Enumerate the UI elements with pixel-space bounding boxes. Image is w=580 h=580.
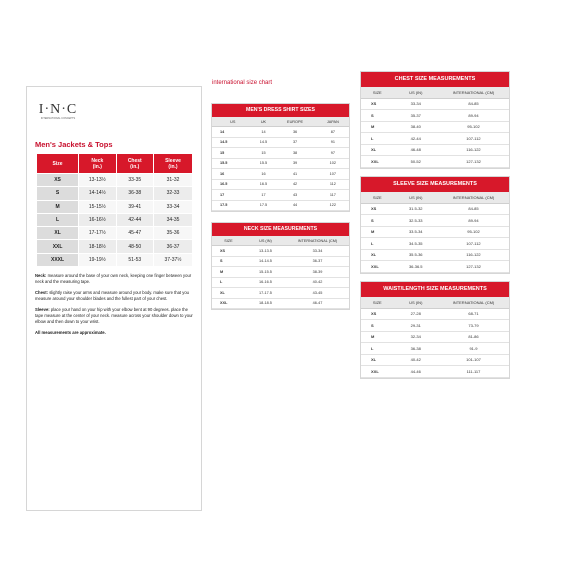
size-cell: M (361, 226, 394, 238)
dress-shirt-table (212, 117, 349, 211)
us-cell: 15 (212, 148, 254, 159)
neck-cell: 15-15½ (79, 200, 116, 213)
chest-cell: 51-53 (116, 253, 153, 266)
us-cell: 38-40 (394, 121, 438, 133)
us-cell: 17-17.5 (245, 288, 286, 299)
table-row (361, 144, 509, 156)
sleeve-size-title: SLEEVE SIZE MEASUREMENTS (361, 177, 509, 192)
us-cell: 18-18.5 (245, 298, 286, 309)
size-cell: XL (37, 227, 79, 240)
table-row (212, 169, 349, 180)
table-row (37, 187, 193, 200)
table-row (212, 277, 349, 288)
inc-logo (37, 102, 79, 121)
size-cell: XS (361, 203, 394, 215)
table-row (37, 174, 193, 187)
neck-cell: 14-14½ (79, 187, 116, 200)
note-text: slightly raise your arms and measure around your body. make sure that you measure around your shoulder blades and the fullest part of your chest. (35, 290, 190, 301)
neck-size-title: NECK SIZE MEASUREMENTS (212, 223, 349, 236)
size-cell: XXXL (37, 253, 79, 266)
table-row (212, 127, 349, 138)
chest-size-table (361, 87, 509, 168)
us-cell: 27-28 (394, 308, 438, 320)
us-cell: 16.5 (212, 179, 254, 190)
us-cell: 16-16.5 (245, 277, 286, 288)
uk-cell: 16.5 (254, 179, 274, 190)
table-row (361, 226, 509, 238)
size-cell: M (212, 267, 245, 278)
waist-length-table (361, 297, 509, 378)
table-row (212, 200, 349, 211)
international-cell: 36-37 (286, 256, 349, 267)
sleeve-cell: 32-33 (153, 187, 192, 200)
uk-cell: 15 (254, 148, 274, 159)
europe-cell: 42 (273, 179, 316, 190)
size-cell: L (361, 133, 394, 145)
sleeve-size-block (360, 176, 510, 274)
header-size: SIZE (361, 297, 394, 308)
us-cell: 36-36.5 (394, 261, 438, 273)
header-size: Size (37, 154, 79, 174)
us-cell: 13-13.5 (245, 246, 286, 257)
international-cell: 101-107 (438, 354, 509, 366)
uk-cell: 17.5 (254, 200, 274, 211)
us-cell: 40-42 (394, 354, 438, 366)
size-cell: L (361, 343, 394, 355)
table-row (361, 331, 509, 343)
europe-cell: 44 (273, 200, 316, 211)
japan-cell: 107 (317, 169, 349, 180)
table-row (37, 253, 193, 266)
us-cell: 14.5 (212, 137, 254, 148)
table-row (361, 249, 509, 261)
sleeve-size-table (361, 192, 509, 273)
header-us-in: US (IN) (245, 236, 286, 246)
europe-cell: 37 (273, 137, 316, 148)
size-cell: XXL (361, 156, 394, 168)
neck-cell: 13-13½ (79, 174, 116, 187)
international-cell: 89-94 (438, 215, 509, 227)
chest-size-title: CHEST SIZE MEASUREMENTS (361, 72, 509, 87)
header-europe: EUROPE (273, 117, 316, 127)
size-cell: M (361, 331, 394, 343)
us-cell: 15.5 (212, 158, 254, 169)
table-header-row (361, 297, 509, 308)
table-row (37, 240, 193, 253)
table-row (37, 227, 193, 240)
table-header-row (361, 87, 509, 98)
international-cell: 91-9 (438, 343, 509, 355)
international-cell: 81-86 (438, 331, 509, 343)
header-sleeve: Sleeve (in.) (153, 154, 192, 174)
chest-cell: 48-50 (116, 240, 153, 253)
jackets-tops-title: Men's Jackets & Tops (35, 140, 113, 149)
uk-cell: 15.5 (254, 158, 274, 169)
chest-cell: 33-35 (116, 174, 153, 187)
size-cell: S (361, 110, 394, 122)
europe-cell: 43 (273, 190, 316, 201)
sleeve-cell: 34-35 (153, 213, 192, 226)
size-cell: XXL (37, 240, 79, 253)
dress-shirt-title: MEN'S DRESS SHIRT SIZES (212, 104, 349, 117)
size-cell: S (212, 256, 245, 267)
us-cell: 50-52 (394, 156, 438, 168)
international-cell: 68-71 (438, 308, 509, 320)
size-cell: XL (361, 144, 394, 156)
waist-length-title: WAIST/LENGTH SIZE MEASUREMENTS (361, 282, 509, 297)
chest-note (35, 290, 197, 302)
uk-cell: 14 (254, 127, 274, 138)
international-cell: 107-112 (438, 238, 509, 250)
international-size-chart-title: international size chart (212, 80, 273, 86)
neck-size-block (211, 222, 350, 310)
measurement-notes (35, 273, 197, 341)
uk-cell: 14.5 (254, 137, 274, 148)
table-row (212, 256, 349, 267)
size-cell: XL (361, 249, 394, 261)
header-international-cm: INTERNATIONAL (CM) (286, 236, 349, 246)
international-cell: 40-42 (286, 277, 349, 288)
japan-cell: 102 (317, 158, 349, 169)
table-row (361, 366, 509, 378)
europe-cell: 41 (273, 169, 316, 180)
size-cell: XS (37, 174, 79, 187)
table-row (361, 354, 509, 366)
neck-cell: 19-19½ (79, 253, 116, 266)
us-cell: 46-48 (394, 144, 438, 156)
us-cell: 32-34 (394, 331, 438, 343)
table-header-row (361, 192, 509, 203)
table-row (212, 179, 349, 190)
dress-shirt-block (211, 103, 350, 212)
table-row (212, 288, 349, 299)
table-row (212, 267, 349, 278)
table-row (212, 158, 349, 169)
size-cell: XXL (361, 261, 394, 273)
table-header-row (37, 154, 193, 174)
sleeve-cell: 33-34 (153, 200, 192, 213)
japan-cell: 112 (317, 179, 349, 190)
table-row (212, 190, 349, 201)
us-cell: 29-31 (394, 320, 438, 332)
header-international-cm: INTERNATIONAL (CM) (438, 192, 509, 203)
table-row (361, 156, 509, 168)
header-size: SIZE (212, 236, 245, 246)
sleeve-cell: 37-37½ (153, 253, 192, 266)
international-cell: 127-132 (438, 156, 509, 168)
header-us: US (212, 117, 254, 127)
international-cell: 46-47 (286, 298, 349, 309)
size-cell: M (37, 200, 79, 213)
size-cell: L (212, 277, 245, 288)
japan-cell: 91 (317, 137, 349, 148)
sleeve-cell: 36-37 (153, 240, 192, 253)
us-cell: 35-37 (394, 110, 438, 122)
table-row (361, 320, 509, 332)
size-cell: S (37, 187, 79, 200)
europe-cell: 36 (273, 127, 316, 138)
note-label: Chest: (35, 290, 49, 295)
logo-subtext: INTERNATIONAL CONCEPTS (40, 117, 76, 120)
size-cell: XL (361, 354, 394, 366)
header-chest: Chest (in.) (116, 154, 153, 174)
table-row (212, 298, 349, 309)
table-row (361, 238, 509, 250)
us-cell: 34.5-35 (394, 238, 438, 250)
logo-mark: I·N·C (38, 102, 78, 117)
chest-size-block (360, 71, 510, 169)
chest-cell: 45-47 (116, 227, 153, 240)
header-japan: JAPAN (317, 117, 349, 127)
sleeve-cell: 31-32 (153, 174, 192, 187)
size-cell: XS (212, 246, 245, 257)
approximate-note: All measurements are approximate. (35, 330, 106, 335)
us-cell: 35.5-36 (394, 249, 438, 261)
header-us-in: US (IN) (394, 87, 438, 98)
international-cell: 116-122 (438, 144, 509, 156)
header-us-in: US (IN) (394, 297, 438, 308)
japan-cell: 117 (317, 190, 349, 201)
table-row (37, 213, 193, 226)
japan-cell: 122 (317, 200, 349, 211)
us-cell: 14 (212, 127, 254, 138)
neck-cell: 18-18½ (79, 240, 116, 253)
japan-cell: 87 (317, 127, 349, 138)
us-cell: 31.5-32 (394, 203, 438, 215)
size-cell: M (361, 121, 394, 133)
table-row (361, 133, 509, 145)
table-header-row (212, 117, 349, 127)
international-cell: 84-85 (438, 98, 509, 110)
table-row (361, 343, 509, 355)
us-cell: 33-34 (394, 98, 438, 110)
table-row (361, 98, 509, 110)
neck-size-table (212, 236, 349, 309)
us-cell: 16 (212, 169, 254, 180)
international-cell: 89-94 (438, 110, 509, 122)
table-row (361, 308, 509, 320)
japan-cell: 97 (317, 148, 349, 159)
table-row (212, 246, 349, 257)
us-cell: 44-46 (394, 366, 438, 378)
chest-cell: 36-38 (116, 187, 153, 200)
table-row (361, 215, 509, 227)
international-cell: 95-102 (438, 121, 509, 133)
waist-length-block (360, 281, 510, 379)
europe-cell: 39 (273, 158, 316, 169)
europe-cell: 38 (273, 148, 316, 159)
jackets-tops-panel (26, 86, 202, 511)
note-text: place your hand on your hip with your elbow bent at 90 degrees. place the tape measure at the center of your neck. measure across your shoulder down to your elbow and then down to your wrist. (35, 307, 193, 324)
table-row (361, 110, 509, 122)
table-row (361, 203, 509, 215)
header-international-cm: INTERNATIONAL (CM) (438, 297, 509, 308)
size-cell: XS (361, 308, 394, 320)
international-cell: 116-122 (438, 249, 509, 261)
us-cell: 14-14.5 (245, 256, 286, 267)
international-cell: 38-39 (286, 267, 349, 278)
international-cell: 33-34 (286, 246, 349, 257)
header-size: SIZE (361, 192, 394, 203)
us-cell: 17 (212, 190, 254, 201)
chest-cell: 42-44 (116, 213, 153, 226)
size-cell: XXL (212, 298, 245, 309)
neck-cell: 17-17½ (79, 227, 116, 240)
international-cell: 107-112 (438, 133, 509, 145)
size-cell: S (361, 320, 394, 332)
size-cell: L (37, 213, 79, 226)
header-size: SIZE (361, 87, 394, 98)
uk-cell: 17 (254, 190, 274, 201)
chest-cell: 39-41 (116, 200, 153, 213)
international-cell: 43-45 (286, 288, 349, 299)
us-cell: 32.5-33 (394, 215, 438, 227)
international-cell: 84-85 (438, 203, 509, 215)
sleeve-note (35, 307, 197, 325)
table-row (212, 137, 349, 148)
note-text: measure around the base of your own neck, keeping one finger between your neck and the measuring tape. (35, 273, 192, 284)
size-cell: XS (361, 98, 394, 110)
table-row (212, 148, 349, 159)
table-header-row (212, 236, 349, 246)
us-cell: 33.5-34 (394, 226, 438, 238)
header-neck: Neck (in.) (79, 154, 116, 174)
header-uk: UK (254, 117, 274, 127)
table-row (361, 261, 509, 273)
neck-cell: 16-16½ (79, 213, 116, 226)
international-cell: 111-117 (438, 366, 509, 378)
international-cell: 73-79 (438, 320, 509, 332)
us-cell: 36-38 (394, 343, 438, 355)
table-row (37, 200, 193, 213)
header-international-cm: INTERNATIONAL (CM) (438, 87, 509, 98)
note-label: Neck: (35, 273, 47, 278)
size-cell: XL (212, 288, 245, 299)
sleeve-cell: 35-36 (153, 227, 192, 240)
size-cell: XXL (361, 366, 394, 378)
international-cell: 95-102 (438, 226, 509, 238)
us-cell: 17.5 (212, 200, 254, 211)
table-row (361, 121, 509, 133)
neck-note (35, 273, 197, 285)
international-cell: 127-132 (438, 261, 509, 273)
jackets-size-table (36, 153, 193, 267)
uk-cell: 16 (254, 169, 274, 180)
header-us-in: US (IN) (394, 192, 438, 203)
note-label: Sleeve: (35, 307, 50, 312)
size-cell: S (361, 215, 394, 227)
size-cell: L (361, 238, 394, 250)
us-cell: 42-44 (394, 133, 438, 145)
us-cell: 15-15.5 (245, 267, 286, 278)
